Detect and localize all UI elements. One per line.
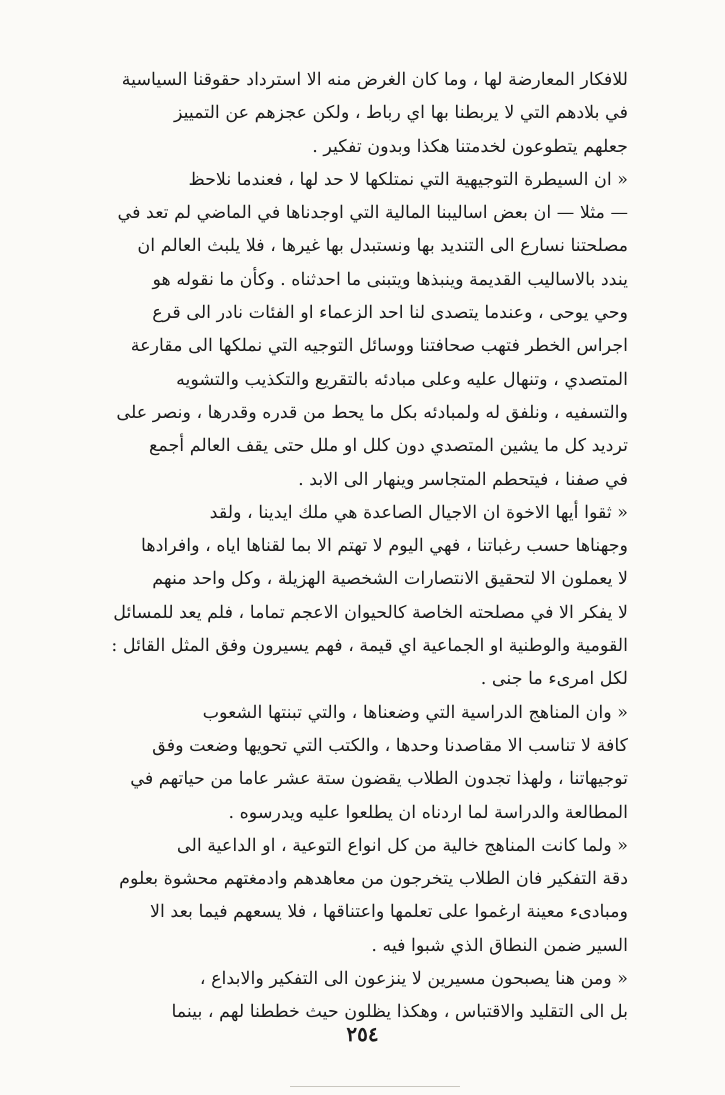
text-line: وحي يوحى ، وعندما يتصدى لنا احد الزعماء او الفئات نادر الى قرع xyxy=(152,303,628,324)
page-edge-rule xyxy=(290,1086,460,1087)
text-line: كافة لا تناسب الا مقاصدنا وحدها ، والكتب التي تحويها وضعت وفق xyxy=(152,735,628,756)
text-line: دقة التفكير فان الطلاب يتخرجون من معاهدهم وادمغتهم محشوة بعلوم xyxy=(119,869,628,890)
text-line: المطالعة والدراسة لما اردناه ان يطلعوا عليه ويدرسوه . xyxy=(228,802,628,823)
text-line: السير ضمن النطاق الذي شبوا فيه . xyxy=(371,935,628,956)
text-line: بل الى التقليد والاقتباس ، وهكذا يظلون حيث خططنا لهم ، بينما xyxy=(171,1002,628,1023)
text-line: « وان المناهج الدراسية التي وضعناها ، والتي تبنتها الشعوب xyxy=(202,702,628,723)
text-line: في صفنا ، فيتحطم المتجاسر وينهار الى الابد . xyxy=(298,469,628,490)
text-line: القومية والوطنية او الجماعية اي قيمة ، فهم يسيرون وفق المثل القائل : xyxy=(111,636,628,657)
text-line: اجراس الخطر فتهب صحافتنا ووسائل التوجيه التي نملكها الى مقارعة xyxy=(130,336,628,357)
text-line: جعلهم يتطوعون لخدمتنا هكذا وبدون تفكير . xyxy=(312,136,628,157)
text-line: لا يفكر الا في مصلحته الخاصة كالحيوان الاعجم تماما ، فلم يعد للمسائل xyxy=(113,602,628,623)
text-line: يندد بالاساليب القديمة وينبذها ويتبنى ما احدثناه . وكأن ما نقوله هو xyxy=(152,269,628,290)
text-line: والتسفيه ، ونلفق له ولمبادئه بكل ما يحط من قدره وقدرها ، ونصر على xyxy=(116,402,628,423)
text-line: وجهناها حسب رغباتنا ، فهي اليوم لا تهتم الا بما لقناها اياه ، وافرادها xyxy=(141,536,628,557)
text-line: للافكار المعارضة لها ، وما كان الغرض منه الا استرداد حقوقنا السياسية xyxy=(121,70,628,90)
text-line: ترديد كل ما يشين المتصدي دون كلل او ملل حتى يقف العالم أجمع xyxy=(149,436,628,457)
page-number: ٢٥٤ xyxy=(346,1022,379,1046)
text-line: ومبادىء معينة ارغموا على تعلمها واعتناقها ، فلا يسعهم فيما بعد الا xyxy=(150,902,628,923)
text-line: توجيهاتنا ، ولهذا تجدون الطلاب يقضون ستة عشر عاما من حياتهم في xyxy=(130,769,628,790)
text-line: « ولما كانت المناهج خالية من كل انواع التوعية ، او الداعية الى xyxy=(176,835,628,856)
text-line: — مثلا — ان بعض اساليبنا المالية التي اوجدناها في الماضي لم تعد في xyxy=(117,203,628,224)
text-line: « ان السيطرة التوجيهية التي نمتلكها لا حد لها ، فعندما نلاحظ xyxy=(188,169,628,190)
body-text xyxy=(88,64,628,1030)
text-line: « ثقوا أيها الاخوة ان الاجيال الصاعدة هي ملك ايدينا ، ولقد xyxy=(209,502,628,523)
text-line: مصلحتنا نسارع الى التنديد بها ونستبدل بها غيرها ، فلا يلبث العالم ان xyxy=(137,236,628,257)
text-line: في بلادهم التي لا يربطنا بها اي رباط ، ولكن عجزهم عن التمييز xyxy=(173,103,628,124)
text-line: المتصدي ، وتنهال عليه وعلى مبادئه بالتقريع والتكذيب والتشويه xyxy=(176,369,628,390)
text-line: لا يعملون الا لتحقيق الانتصارات الشخصية الهزيلة ، وكل واحد منهم xyxy=(152,569,628,590)
text-line: « ومن هنا يصبحون مسيرين لا ينزعون الى التفكير والابداع ، xyxy=(199,969,628,990)
text-line: لكل امرىء ما جنى . xyxy=(480,669,628,690)
